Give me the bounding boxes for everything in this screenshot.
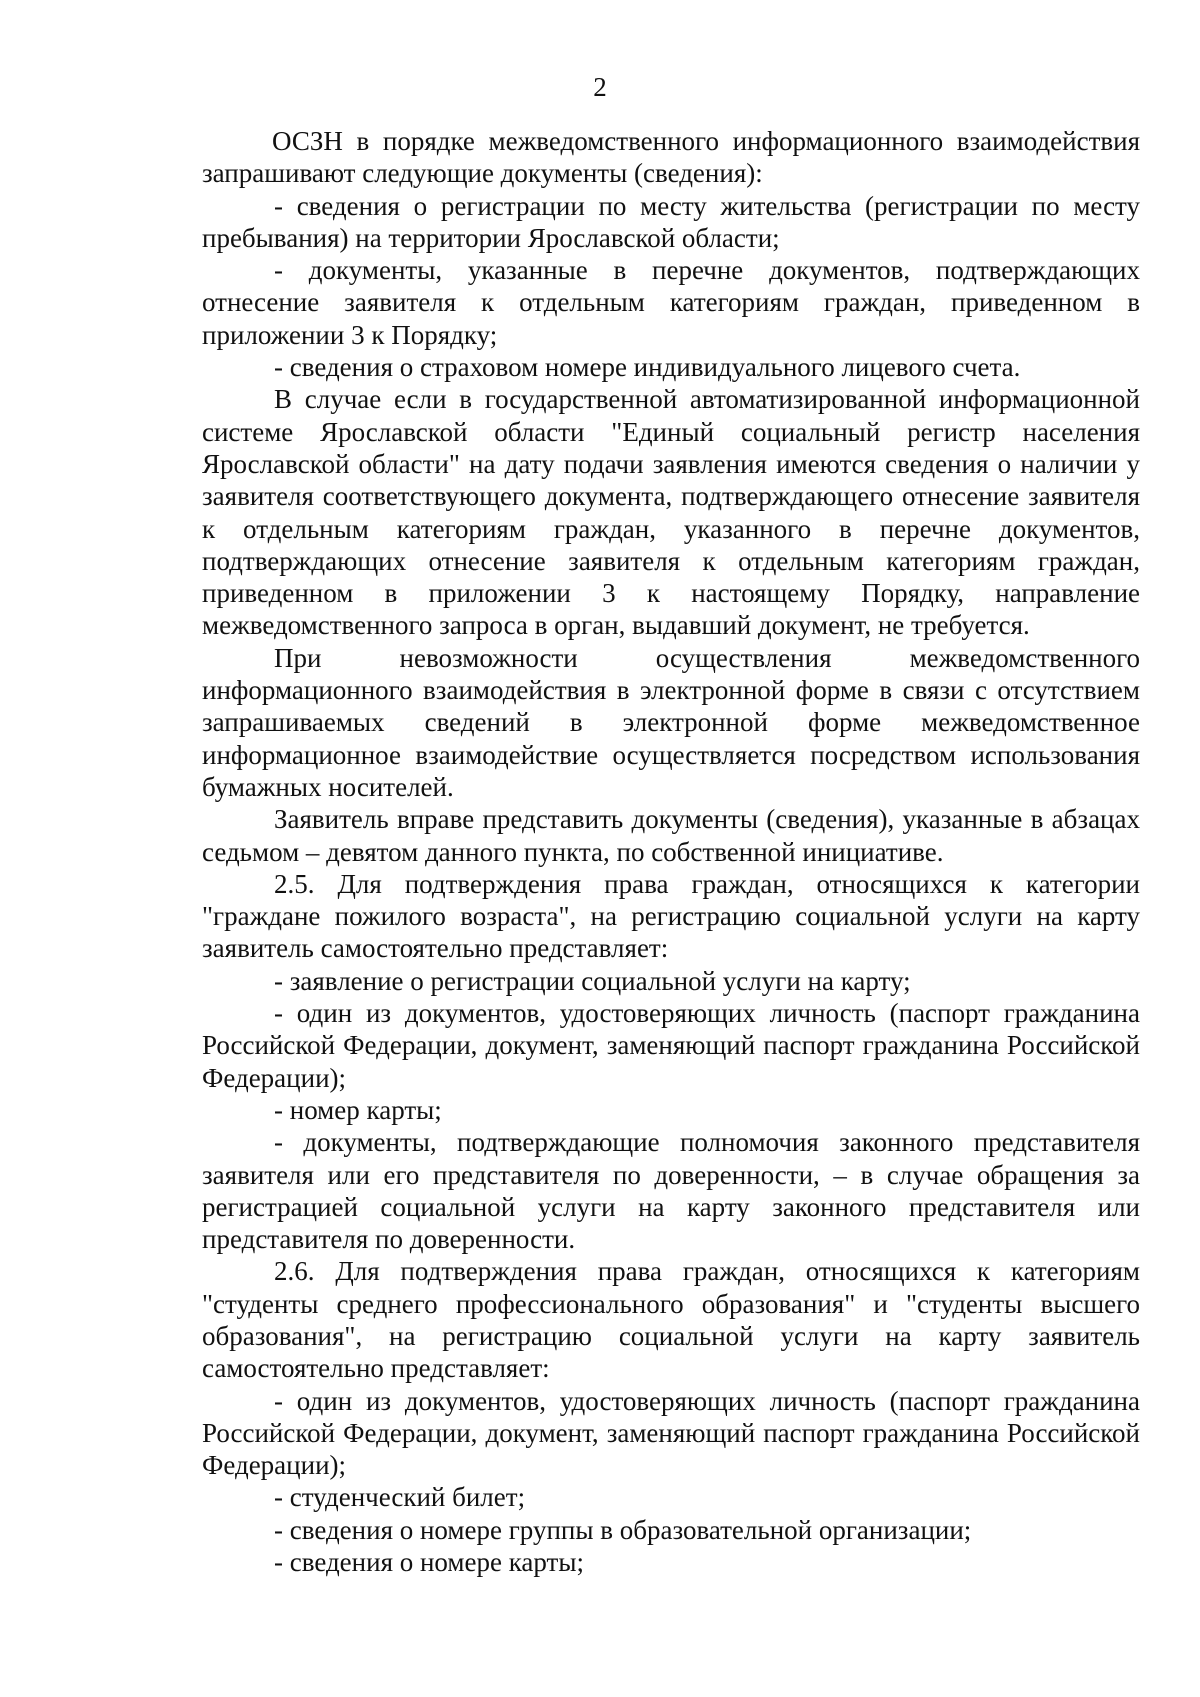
paragraph: В случае если в государственной автоматизированной информационной системе Ярославской области "Единый социальный регистр населения Ярославской области" на дату подачи заявления имеются сведения о наличии у заявителя соответствующего документа, подтверждающего отнесение заявителя к отдельным категориям граждан, указанного в перечне документов, подтверждающих отнесение заявителя к отдельным категориям граждан, приведенном в приложении 3 к настоящему Порядку, направление межведомственного запроса в орган, выдавший документ, не требуется. [202,384,1140,641]
paragraph: 2.6. Для подтверждения права граждан, относящихся к категориям "студенты среднего профессионального образования" и "студенты высшего образования", на регистрацию социальной услуги на карту заявитель самостоятельно представляет: [202,1256,1140,1384]
list-item: - сведения о номере карты; [274,1547,584,1578]
list-item: - один из документов, удостоверяющих личность (паспорт гражданина Российской Федерации, документ, заменяющий паспорт гражданина Российской Федерации); [202,998,1140,1093]
list-item: - сведения о регистрации по месту жительства (регистрации по месту пребывания) на территории Ярославской области; [202,190,1140,253]
list-item: - документы, указанные в перечне документов, подтверждающих отнесение заявителя к отдельным категориям граждан, приведенном в приложении 3 к Порядку; [202,255,1140,350]
list-item: - номер карты; [274,1094,442,1125]
list-item: - один из документов, удостоверяющих личность (паспорт гражданина Российской Федерации, документ, заменяющий паспорт гражданина Российской Федерации); [202,1385,1140,1481]
list-item: - заявление о регистрации социальной услуги на карту; [274,965,911,996]
list-item: - сведения о номере группы в образовательной организации; [274,1514,972,1545]
list-item: - сведения о страховом номере индивидуального лицевого счета. [274,352,1021,383]
paragraph: При невозможности осуществления межведомственного информационного взаимодействия в электронной форме в связи с отсутствием запрашиваемых сведений в электронной форме межведомственное информационное взаимодействие осуществляется посредством использования бумажных носителей. [202,642,1140,802]
paragraph: 2.5. Для подтверждения права граждан, относящихся к категории "граждане пожилого возраста", на регистрацию социальной услуги на карту заявитель самостоятельно представляет: [202,868,1140,964]
page-number: 2 [593,72,607,102]
paragraph: ОСЗН в порядке межведомственного информационного взаимодействия запрашивают следующие документы (сведения): [202,126,1140,189]
list-item: - студенческий билет; [274,1482,526,1513]
paragraph: Заявитель вправе представить документы (сведения), указанные в абзацах седьмом – девятом данного пункта, по собственной инициативе. [202,804,1140,867]
list-item: - документы, подтверждающие полномочия законного представителя заявителя или его представителя по доверенности, – в случае обращения за регистрацией социальной услуги на карту законного представителя или представителя по доверенности. [202,1127,1140,1255]
document-body [202,125,1140,1578]
